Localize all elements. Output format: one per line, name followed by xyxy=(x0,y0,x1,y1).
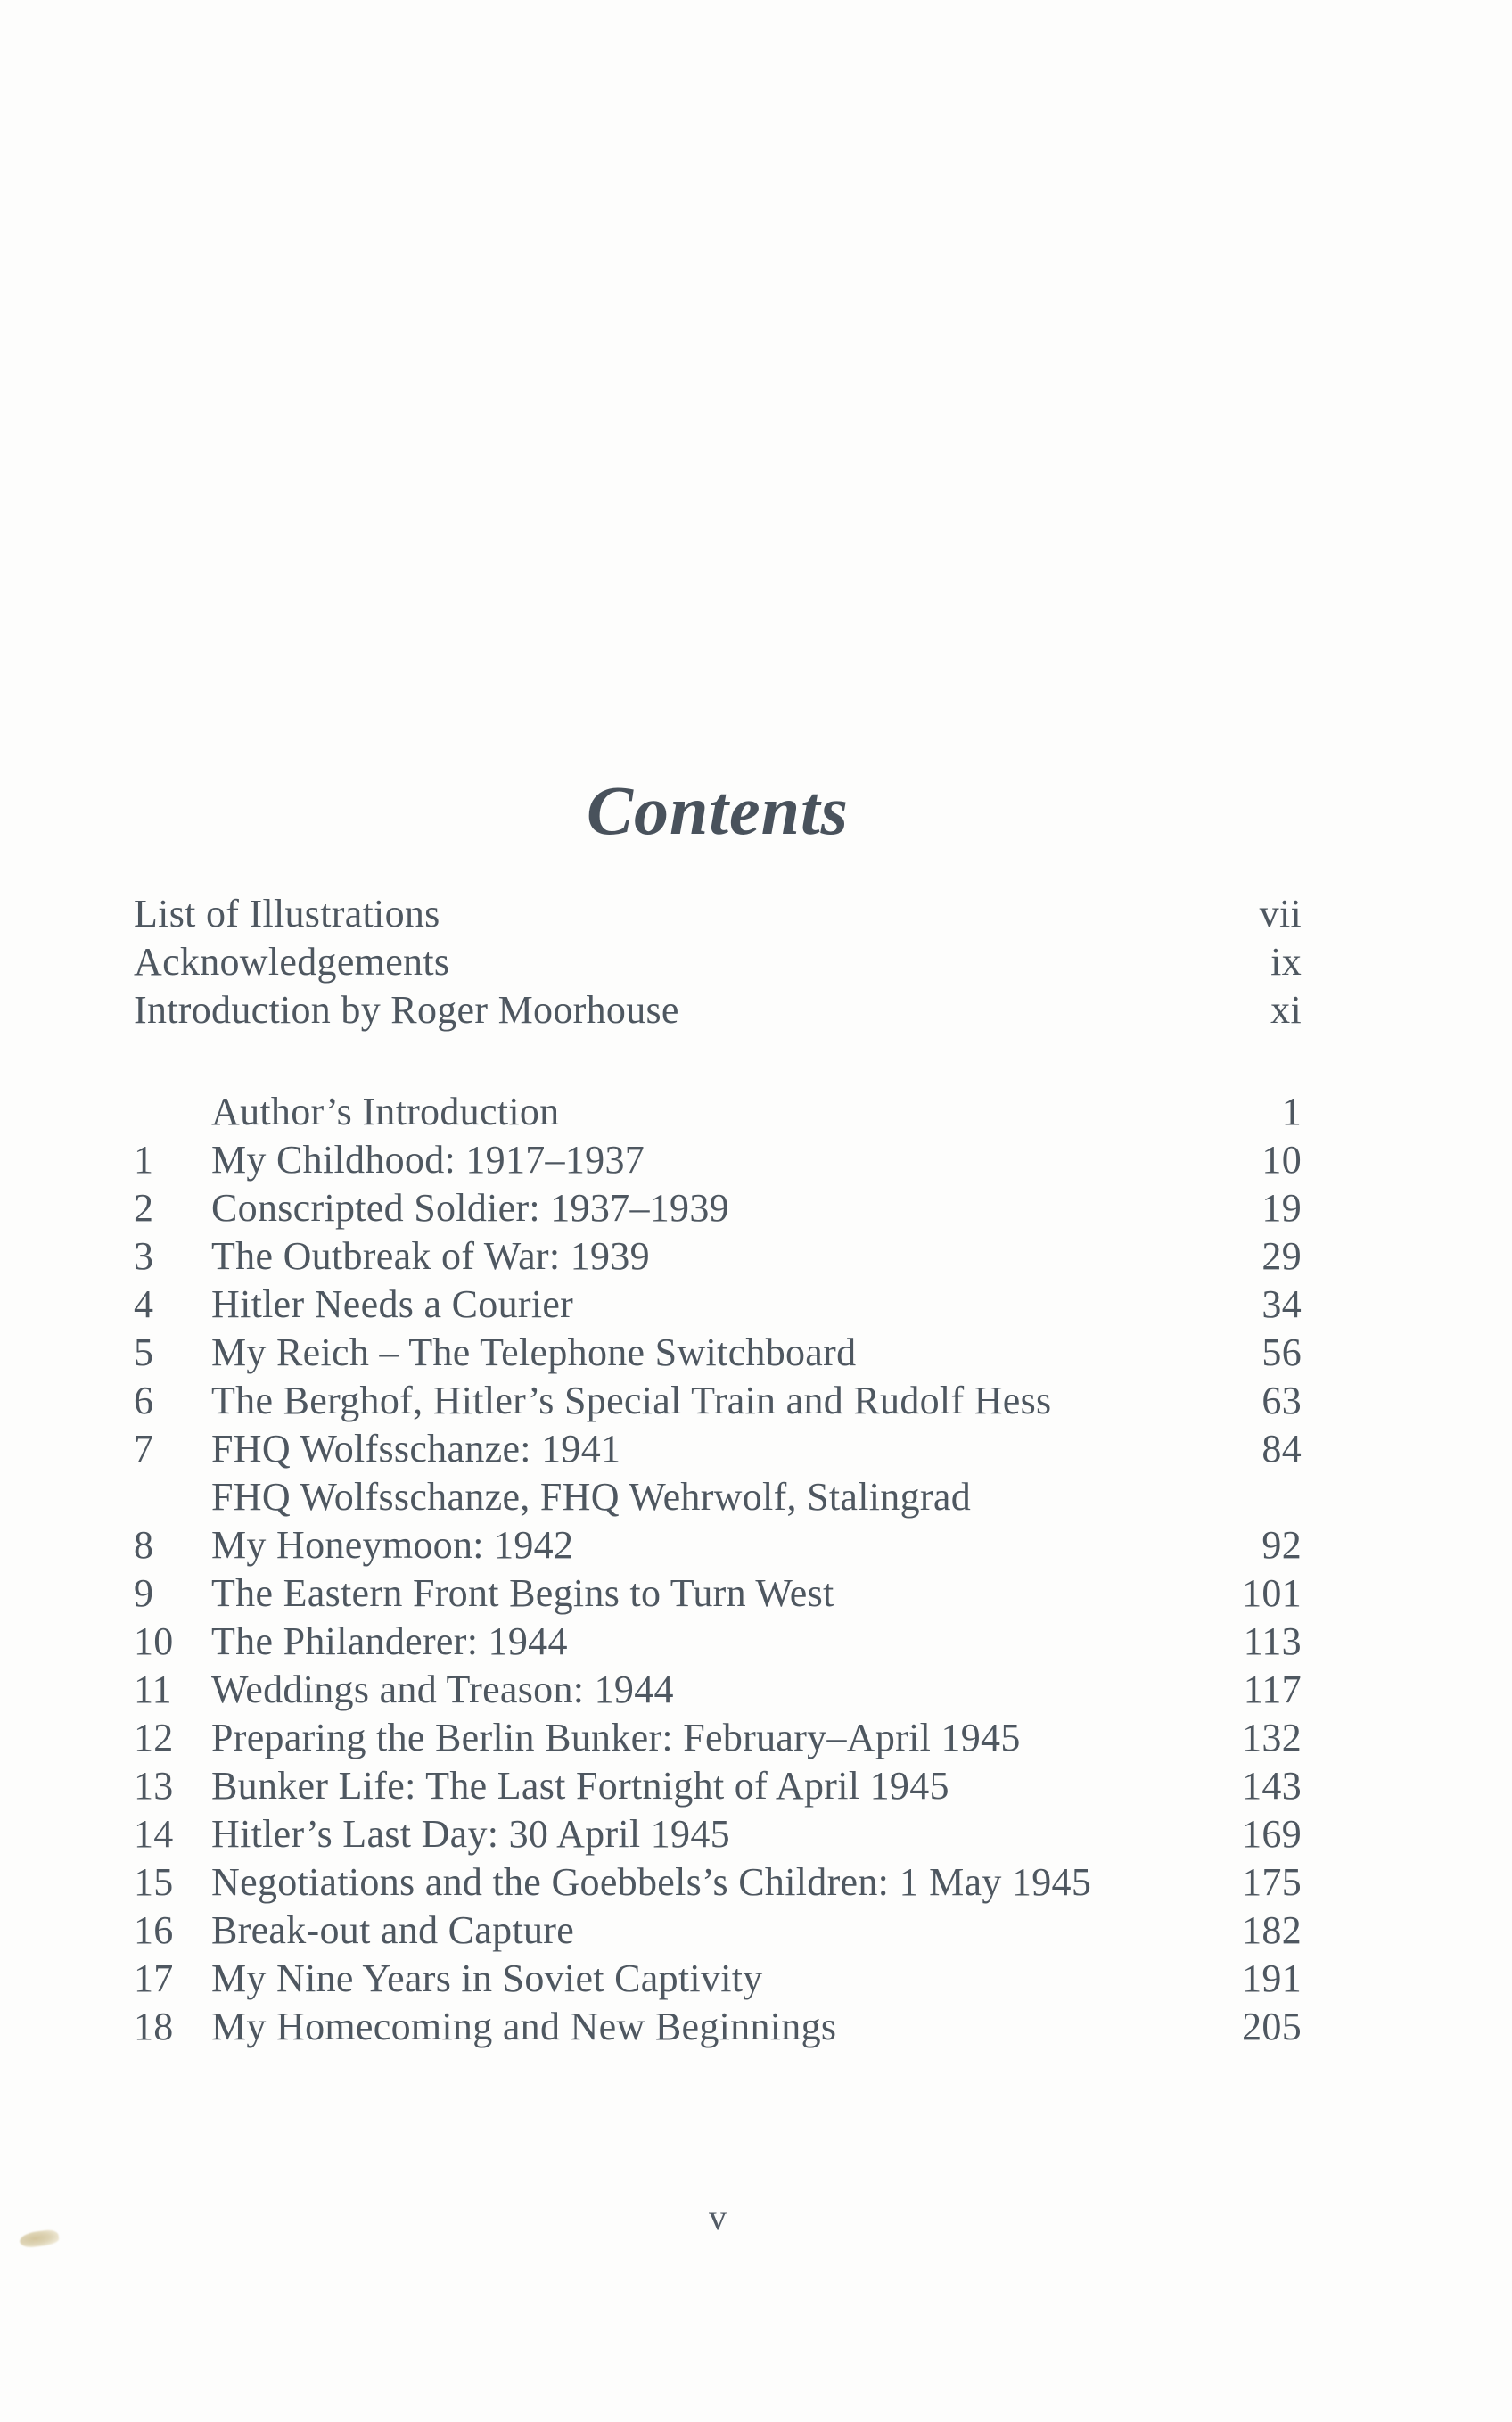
chapter-number: 3 xyxy=(134,1234,154,1278)
chapter-row xyxy=(134,1666,1302,1714)
chapter-title: FHQ Wolfsschanze, FHQ Wehrwolf, Stalingrad xyxy=(211,1475,971,1519)
chapter-title: Break-out and Capture xyxy=(211,1908,575,1952)
chapter-title: Author’s Introduction xyxy=(211,1090,560,1133)
chapter-number: 9 xyxy=(134,1571,154,1615)
chapter-number: 1 xyxy=(134,1138,154,1182)
chapter-number: 11 xyxy=(134,1668,172,1711)
chapter-number: 7 xyxy=(134,1427,154,1470)
chapter-row xyxy=(134,1714,1302,1762)
chapter-row xyxy=(134,1281,1302,1329)
chapter-number: 12 xyxy=(134,1716,174,1759)
chapter-number: 14 xyxy=(134,1812,174,1856)
chapter-number: 15 xyxy=(134,1860,174,1904)
chapter-title: My Homecoming and New Beginnings xyxy=(211,2005,837,2048)
chapter-row xyxy=(134,1473,1302,1569)
chapter-number: 10 xyxy=(134,1619,174,1663)
chapter-number: 17 xyxy=(134,1957,174,2000)
chapter-page-number: 182 xyxy=(1242,1908,1302,1952)
front-matter-row xyxy=(134,938,1302,986)
contents-title: Contents xyxy=(586,771,850,850)
chapter-title: My Nine Years in Soviet Captivity xyxy=(211,1957,763,2000)
chapter-row xyxy=(134,1858,1302,1907)
page-folio: v xyxy=(709,2197,727,2237)
chapter-page-number: 92 xyxy=(1261,1523,1302,1567)
chapter-number: 6 xyxy=(134,1379,154,1422)
chapter-title: The Eastern Front Begins to Turn West xyxy=(211,1571,834,1615)
chapter-number: 2 xyxy=(134,1186,154,1230)
chapter-page-number: 175 xyxy=(1242,1860,1302,1904)
chapter-title: The Berghof, Hitler’s Special Train and Rudolf Hess xyxy=(211,1379,1052,1422)
chapter-number: 16 xyxy=(134,1908,174,1952)
chapter-title: Hitler’s Last Day: 30 April 1945 xyxy=(211,1812,730,1856)
chapter-number: 18 xyxy=(134,2005,174,2048)
paper-smudge-mark xyxy=(19,2228,60,2248)
chapter-page-number: 191 xyxy=(1242,1957,1302,2000)
chapter-title: The Philanderer: 1944 xyxy=(211,1619,568,1663)
chapter-number: 8 xyxy=(134,1523,154,1567)
chapter-page-number: 1 xyxy=(1281,1090,1302,1133)
chapter-title-line2: My Honeymoon: 1942 xyxy=(211,1523,574,1567)
chapter-page-number: 169 xyxy=(1242,1812,1302,1856)
chapter-title: The Outbreak of War: 1939 xyxy=(211,1234,650,1278)
chapter-page-number: 132 xyxy=(1242,1716,1302,1759)
chapter-row xyxy=(134,1810,1302,1858)
front-matter-title: Acknowledgements xyxy=(134,940,450,984)
chapter-title: Negotiations and the Goebbels’s Children: 1 May 1945 xyxy=(211,1860,1092,1904)
front-matter-row xyxy=(134,890,1302,938)
chapter-page-number: 56 xyxy=(1261,1330,1302,1374)
chapter-page-number: 143 xyxy=(1242,1764,1302,1808)
chapter-row xyxy=(134,1184,1302,1232)
chapter-row xyxy=(134,1088,1302,1136)
chapter-title: Preparing the Berlin Bunker: February–April 1945 xyxy=(211,1716,1021,1759)
chapter-page-number: 84 xyxy=(1261,1427,1302,1470)
chapter-row xyxy=(134,1377,1302,1425)
chapter-page-number: 19 xyxy=(1261,1186,1302,1230)
chapter-number: 4 xyxy=(134,1282,154,1326)
chapter-page-number: 63 xyxy=(1261,1379,1302,1422)
chapter-list xyxy=(134,1088,1302,2051)
chapter-title: My Childhood: 1917–1937 xyxy=(211,1138,645,1182)
chapter-title: FHQ Wolfsschanze: 1941 xyxy=(211,1427,621,1470)
chapter-row xyxy=(134,1569,1302,1618)
front-matter-page-number: ix xyxy=(1270,940,1302,984)
chapter-row xyxy=(134,1232,1302,1281)
chapter-page-number: 113 xyxy=(1243,1619,1302,1663)
front-matter-page-number: vii xyxy=(1259,892,1302,935)
chapter-page-number: 29 xyxy=(1261,1234,1302,1278)
chapter-row xyxy=(134,1955,1302,2003)
chapter-title: Weddings and Treason: 1944 xyxy=(211,1668,674,1711)
chapter-title: Bunker Life: The Last Fortnight of April 1945 xyxy=(211,1764,949,1808)
chapter-number: 13 xyxy=(134,1764,174,1808)
chapter-row xyxy=(134,2003,1302,2051)
chapter-title: My Reich – The Telephone Switchboard xyxy=(211,1330,857,1374)
chapter-title: Hitler Needs a Courier xyxy=(211,1282,574,1326)
chapter-row xyxy=(134,1136,1302,1184)
front-matter-list xyxy=(134,890,1302,1034)
chapter-row xyxy=(134,1329,1302,1377)
chapter-page-number: 205 xyxy=(1242,2005,1302,2048)
chapter-row xyxy=(134,1618,1302,1666)
chapter-row xyxy=(134,1762,1302,1810)
front-matter-title: Introduction by Roger Moorhouse xyxy=(134,988,679,1032)
front-matter-row xyxy=(134,986,1302,1034)
chapter-page-number: 117 xyxy=(1243,1668,1302,1711)
chapter-page-number: 101 xyxy=(1242,1571,1302,1615)
chapter-page-number: 10 xyxy=(1261,1138,1302,1182)
chapter-number: 5 xyxy=(134,1330,154,1374)
chapter-title: Conscripted Soldier: 1937–1939 xyxy=(211,1186,729,1230)
front-matter-page-number: xi xyxy=(1270,988,1302,1032)
chapter-row xyxy=(134,1907,1302,1955)
chapter-row xyxy=(134,1425,1302,1473)
chapter-page-number: 34 xyxy=(1261,1282,1302,1326)
front-matter-title: List of Illustrations xyxy=(134,892,440,935)
